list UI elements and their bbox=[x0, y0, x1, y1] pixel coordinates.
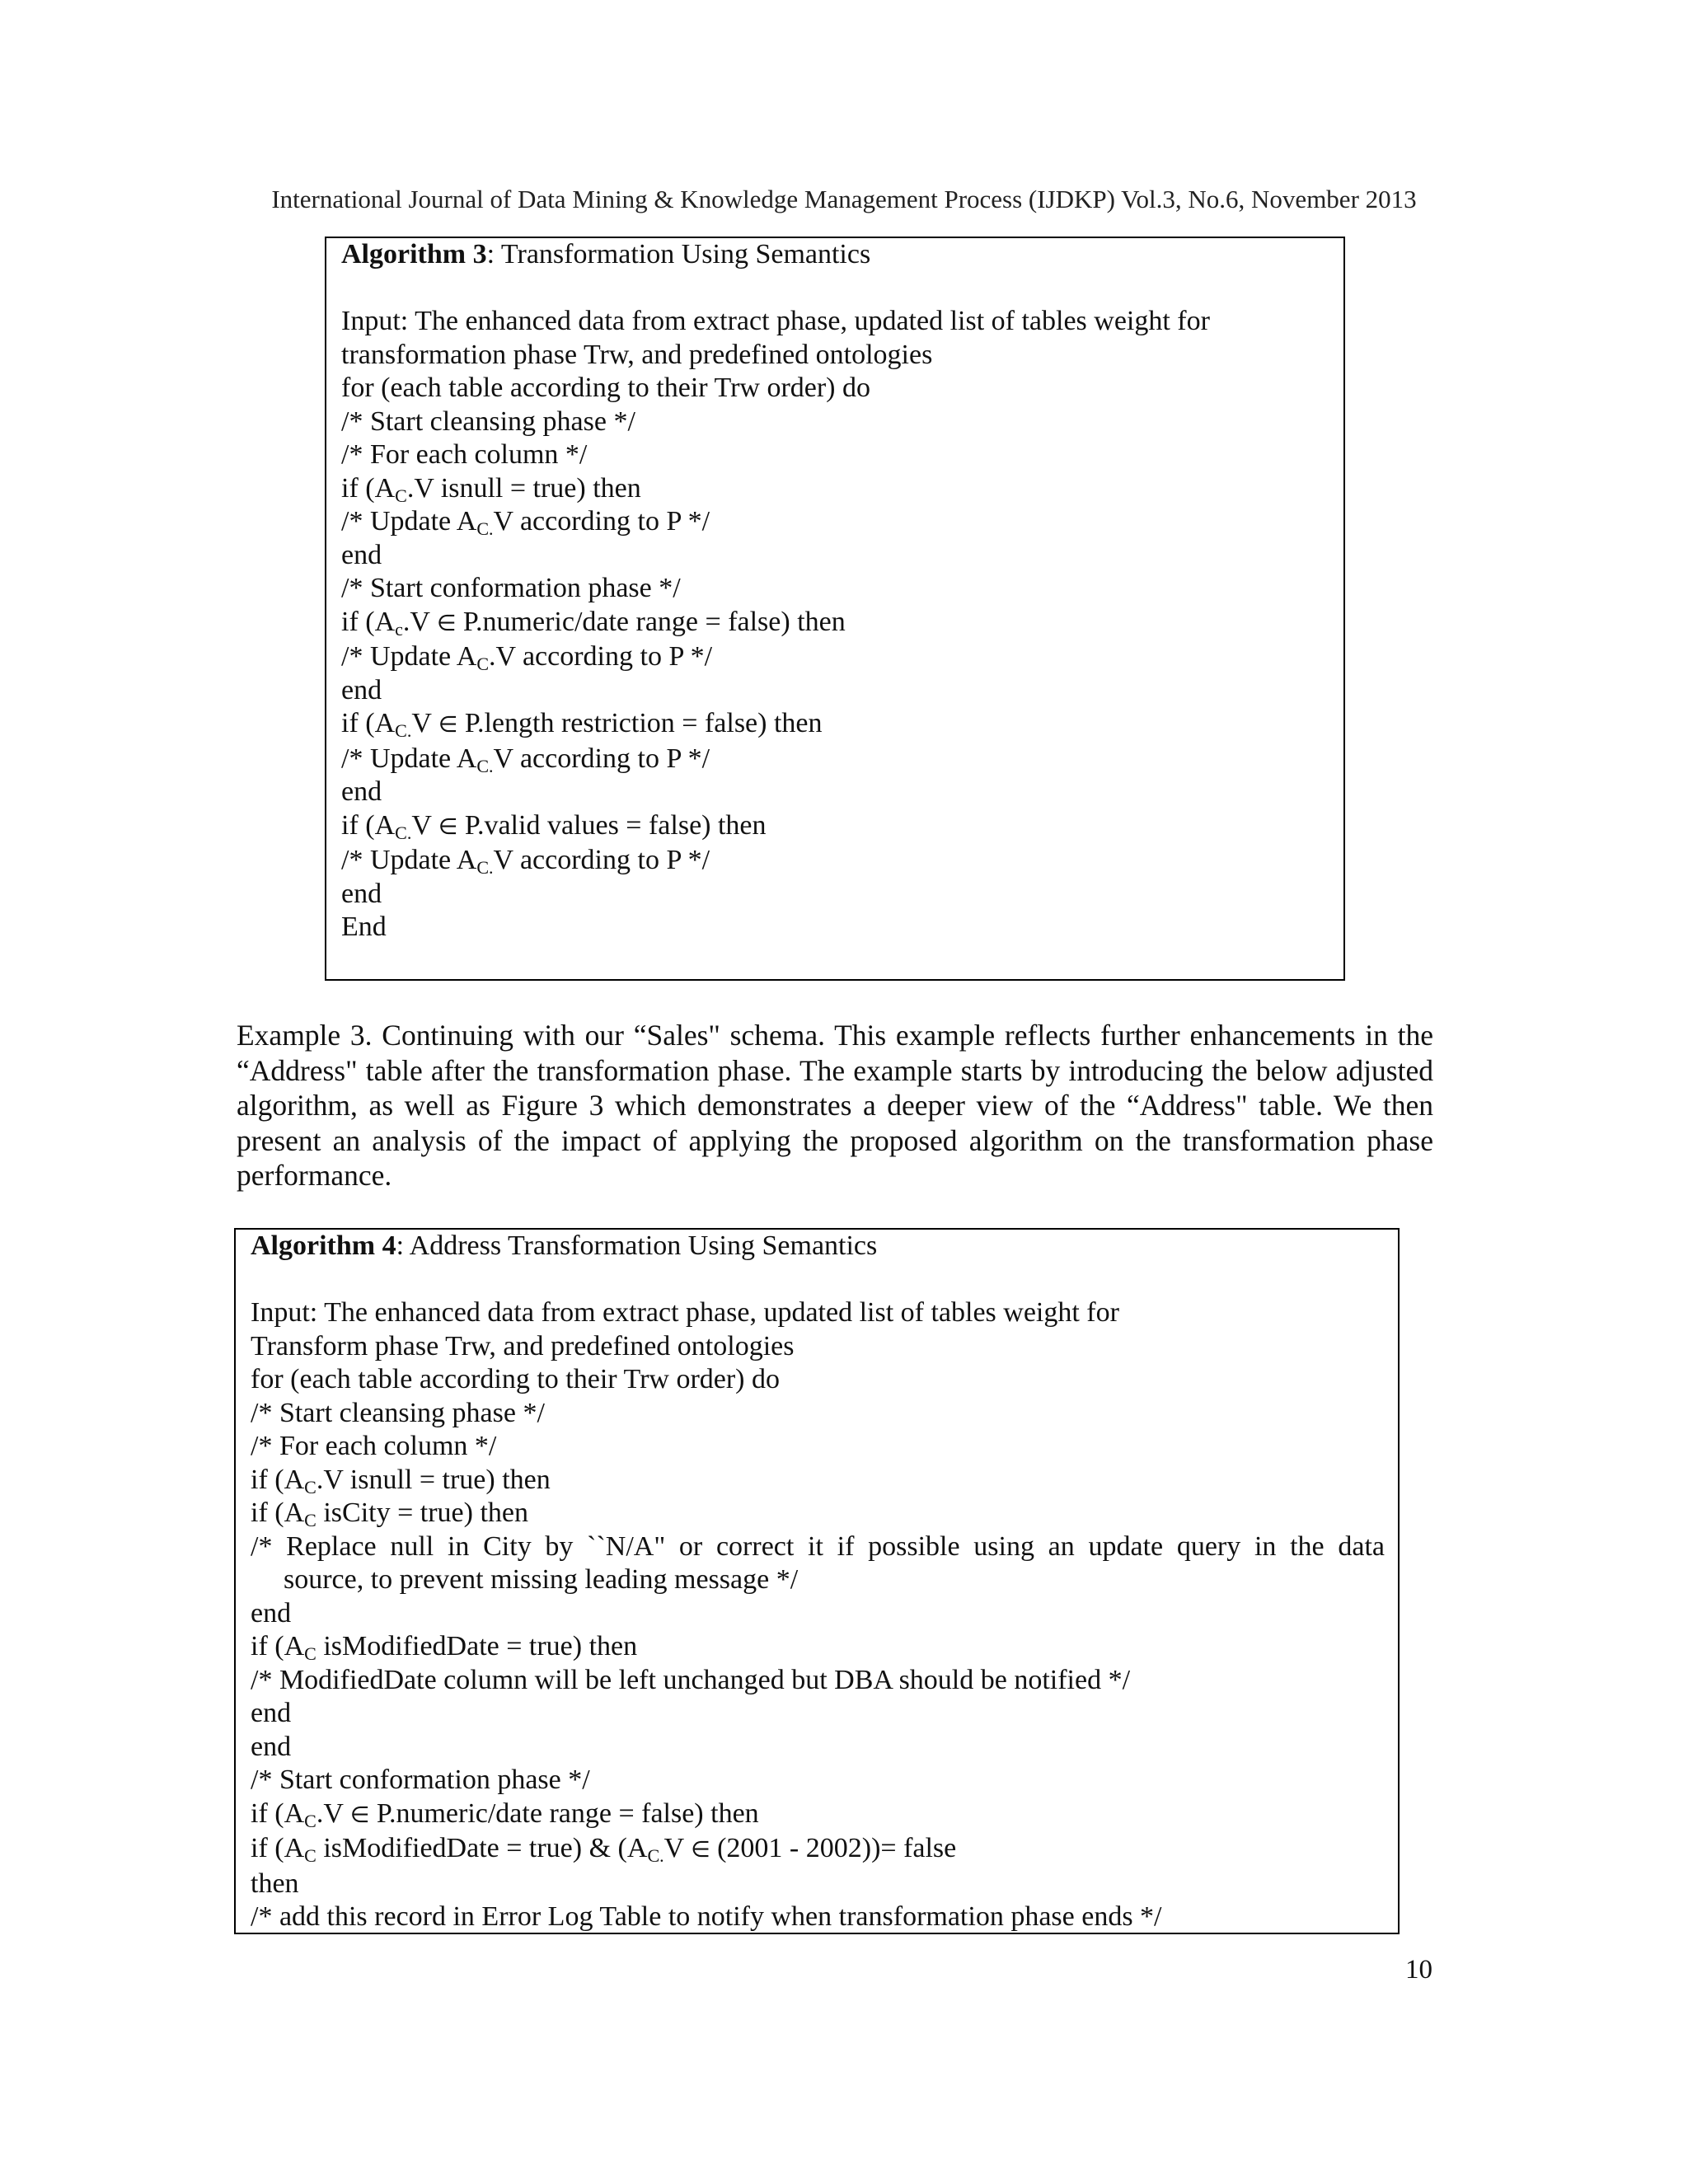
algo3-end-3: end bbox=[341, 776, 382, 807]
algo3-input-line-2: transformation phase Trw, and predefined ontologies bbox=[341, 339, 933, 370]
algo4-comment-conformation: /* Start conformation phase */ bbox=[251, 1765, 590, 1795]
element-of-symbol: ∈ bbox=[436, 610, 457, 636]
algo3-update-2: /* Update $A_C.V$ according to P */ bbox=[341, 641, 713, 674]
algo3-comment-cleansing: /* Start cleansing phase */ bbox=[341, 405, 635, 437]
algo4-if-modified-range: if ($A_C$ isModifiedDate = true) & ($A_{C.}V$ ∈ (2001 - 2002))= false bbox=[251, 1833, 957, 1866]
element-of-symbol: ∈ bbox=[691, 1837, 710, 1863]
algo4-if-isnull: if ($A_C.V$ isnull = true) then bbox=[251, 1464, 551, 1497]
algo3-update-3: /* Update $A_{C.}V$ according to P */ bbox=[341, 743, 710, 776]
algo4-error-log-comment: /* add this record in Error Log Table to notify when transformation phase ends */ bbox=[251, 1901, 1162, 1932]
algo4-input-line-1: Input: The enhanced data from extract phase, updated list of tables weight for bbox=[251, 1297, 1119, 1328]
algo3-if-valid: if ($A_{C.}V$ ∈ P.valid values = false) then bbox=[341, 809, 767, 843]
algo4-input-line-2: Transform phase Trw, and predefined ontologies bbox=[251, 1330, 795, 1361]
algo3-update-4: /* Update $A_{C.}V$ according to P */ bbox=[341, 845, 710, 878]
element-of-symbol: ∈ bbox=[349, 1802, 370, 1828]
algorithm-4-label: Algorithm 4 bbox=[251, 1230, 396, 1261]
algo3-if-length: if ($A_{C.}V$ ∈ P.length restriction = false) then bbox=[341, 708, 823, 741]
algo4-modified-comment: /* ModifiedDate column will be left unchanged but DBA should be notified */ bbox=[251, 1664, 1131, 1695]
algo3-comment-each-column: /* For each column */ bbox=[341, 439, 588, 470]
algo4-end-2: end bbox=[251, 1698, 292, 1728]
algo4-comment-cleansing: /* Start cleansing phase */ bbox=[251, 1397, 545, 1428]
algorithm-4-title: Algorithm 4: Address Transformation Using Semantics bbox=[251, 1230, 878, 1261]
element-of-symbol: ∈ bbox=[438, 813, 458, 840]
algo3-for-loop: for (each table according to their Trw order) do bbox=[341, 373, 870, 403]
element-of-symbol: ∈ bbox=[438, 712, 458, 738]
running-header: International Journal of Data Mining & Knowledge Management Process (IJDKP) Vol.3, No.6, November 2013 bbox=[271, 185, 1417, 213]
algo4-if-range: if ($A_C.V$ ∈ P.numeric/date range = false) then bbox=[251, 1797, 759, 1831]
algo3-end-4: end bbox=[341, 878, 382, 909]
algo3-end-1: end bbox=[341, 539, 382, 570]
algo4-if-iscity: if ($A_C$ isCity = true) then bbox=[251, 1497, 528, 1530]
algo4-replace-comment-line-2: source, to prevent missing leading message */ bbox=[284, 1564, 799, 1595]
page-number: 10 bbox=[1405, 1955, 1432, 1985]
example-3-paragraph: Example 3. Continuing with our “Sales" schema. This example reflects further enhancements in the “Address" table after the transformation phase. The example starts by introducing the below adjusted algorithm, as well as Figure 3 which demonstrates a deeper view of the “Address" table. We then present an analysis of the impact of applying the proposed algorithm on the transformation phase performance. bbox=[237, 1019, 1433, 1192]
algo3-if-range: if ($A_c.V$ ∈ P.numeric/date range = false) then bbox=[341, 606, 846, 640]
algo3-input-line-1: Input: The enhanced data from extract phase, updated list of tables weight for bbox=[341, 306, 1210, 336]
algo3-update-1: /* Update $A_{C.}V$ according to P */ bbox=[341, 506, 710, 539]
algo4-replace-comment-line-1: /* Replace null in City by ``N/A" or correct it if possible using an update query in the data bbox=[251, 1530, 1385, 1562]
algorithm-3-label: Algorithm 3 bbox=[341, 239, 487, 269]
algorithm-4-box bbox=[234, 1228, 1400, 1934]
algo4-end-1: end bbox=[251, 1597, 292, 1629]
algo4-then: then bbox=[251, 1868, 299, 1899]
algo4-for-loop: for (each table according to their Trw order) do bbox=[251, 1364, 780, 1394]
algo3-end-2: end bbox=[341, 674, 382, 705]
algo4-comment-each-column: /* For each column */ bbox=[251, 1431, 497, 1461]
algo3-final-end: End bbox=[341, 912, 387, 942]
algo3-comment-conformation: /* Start conformation phase */ bbox=[341, 573, 681, 603]
algorithm-3-title: Algorithm 3: Transformation Using Semantics bbox=[341, 239, 871, 269]
algorithm-3-box bbox=[325, 237, 1345, 981]
algo4-end-3: end bbox=[251, 1731, 292, 1762]
algo3-if-isnull: if ($A_C.V$ isnull = true) then bbox=[341, 472, 641, 506]
algo4-if-modified: if ($A_C$ isModifiedDate = true) then bbox=[251, 1631, 638, 1664]
